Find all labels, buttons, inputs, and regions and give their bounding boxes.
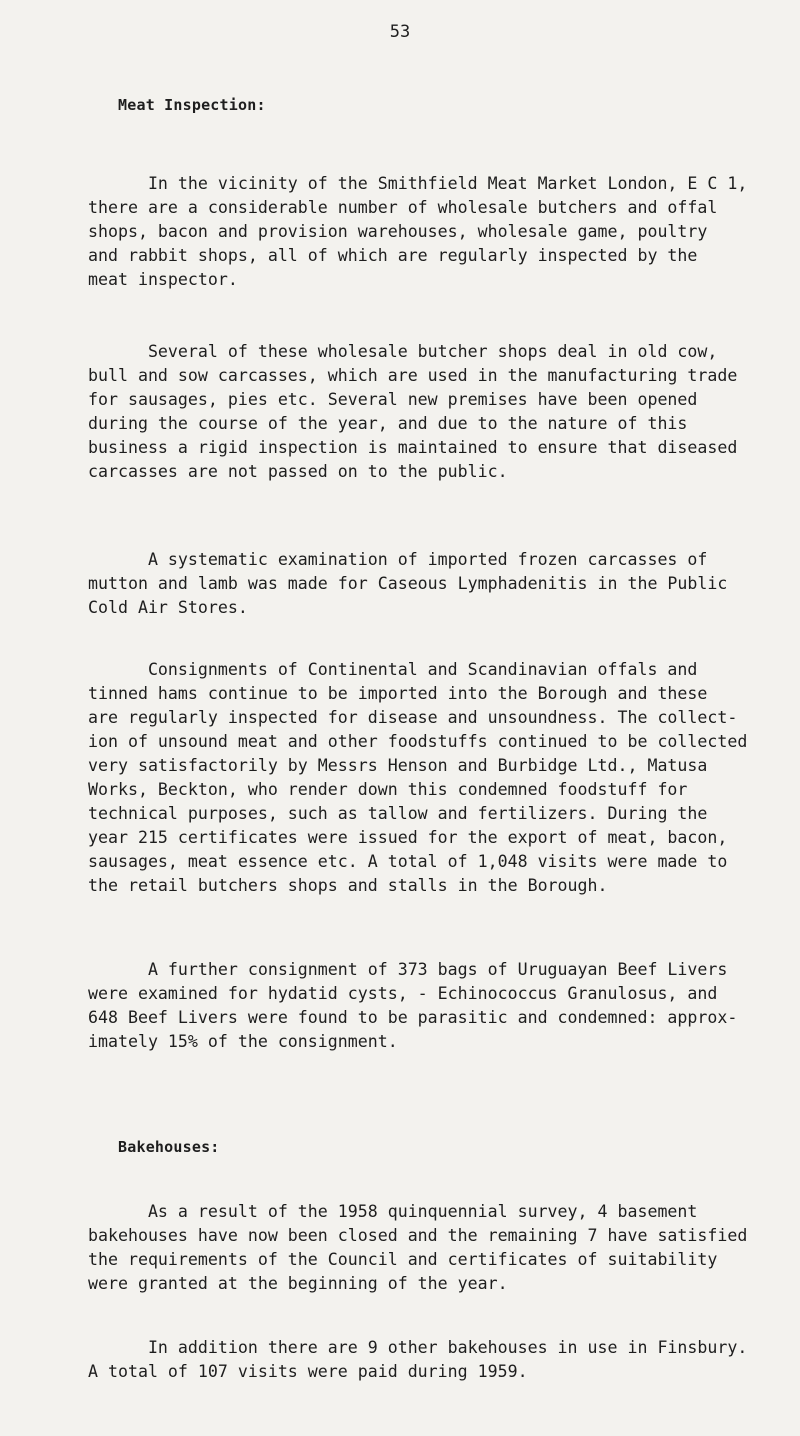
paragraph-frozen-carcasses: A systematic examination of imported frozen carcasses of mutton and lamb was made for Caseous Lymphadenitis in the Public Cold Air Stores.	[88, 550, 728, 617]
paragraph-beef-livers: A further consignment of 373 bags of Uruguayan Beef Livers were examined for hydatid cysts, - Echinococcus Granulosus, and 648 Beef Livers were found to be parasitic and condemned: approx- imately 15% of the consignment.	[88, 960, 738, 1051]
section-heading-meat-inspection: Meat Inspection:	[118, 96, 266, 114]
section-heading-bakehouses: Bakehouses:	[118, 1138, 220, 1156]
paragraph-quinquennial-survey: As a result of the 1958 quinquennial survey, 4 basement bakehouses have now been closed and the remaining 7 have satisfied the requirements of the Council and certificates of suitability were granted at the beginning of the year.	[88, 1202, 748, 1293]
paragraph-other-bakehouses: In addition there are 9 other bakehouses in use in Finsbury. A total of 107 visits were paid during 1959.	[88, 1338, 748, 1381]
paragraph-smithfield-market: In the vicinity of the Smithfield Meat Market London, E C 1, there are a considerable number of wholesale butchers and offal shops, bacon and provision warehouses, wholesale game, poultry and rabbit shops, all of which are regularly inspected by the meat inspector.	[88, 174, 748, 289]
paragraph-wholesale-butchers: Several of these wholesale butcher shops deal in old cow, bull and sow carcasses, which are used in the manufacturing trade for sausages, pies etc. Several new premises have been opened during the course of the year, and due to the nature of this business a rigid inspection is maintained to ensure that diseased carcasses are not passed on to the public.	[88, 342, 738, 481]
paragraph-consignments: Consignments of Continental and Scandinavian offals and tinned hams continue to be imported into the Borough and these are regularly inspected for disease and unsoundness. The collect- ion of unsound meat and other foodstuffs continued to be collected very satisfactorily by Messrs Henson and Burbidge Ltd., Matusa Works, Beckton, who render down this condemned foodstuff for technical purposes, such as tallow and fertilizers. During the year 215 certificates were issued for the export of meat, bacon, sausages, meat essence etc. A total of 1,048 visits were made to the retail butchers shops and stalls in the Borough.	[88, 660, 748, 895]
page-number: 53	[389, 22, 411, 42]
